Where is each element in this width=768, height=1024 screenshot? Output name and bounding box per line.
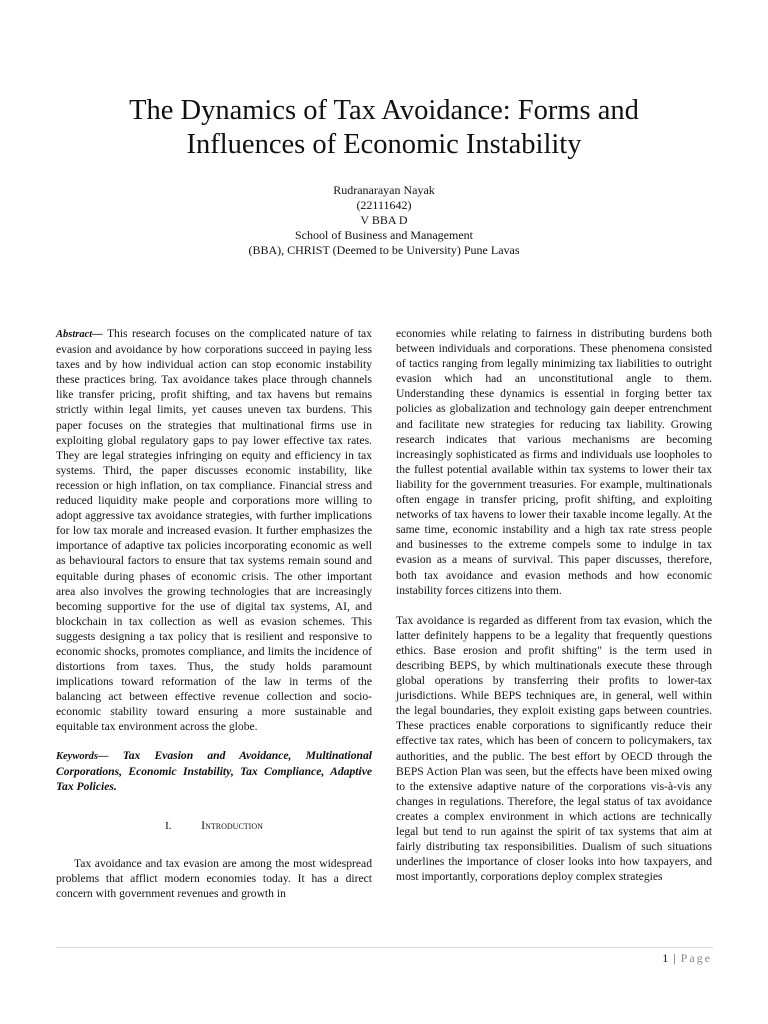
body-paragraph-2: Tax avoidance is regarded as different from tax evasion, which the latter definitely happens to be a legality that frequently questions ethics. Base erosion and profit shifting" is the term used in describing BEPS, by which multinationals execute these through global operations by transferring their profits to lower-tax jurisdictions. While BEPS techniques are, in general, well within the legal boundaries, they exploit existing gaps between countries. These practices enable corporations to significantly reduce their effective tax rates, which has been of concern to policymakers, tax authorities, and the public. The best effort by OECD through the BEPS Action Plan was seen, but the effects have been mixed owing to the extensive adaptive nature of the corporations vis-à-vis any changes in regulations. Therefore, the legal status of tax avoidance creates a complex environment in which actions are technically legal but tend to run against the spirit of tax systems that aim at fairly distributing tax responsibilities. Dualism of such situations underlines the importance of closer looks into how taxpayers, and most importantly, corporations deploy complex strategies [396,613,712,884]
keywords-text: Tax Evasion and Avoidance, Multinational Corporations, Economic Instability, Tax Compliance, Adaptive Tax Policies. [56,748,372,793]
footer-divider [56,947,713,948]
left-column [56,326,372,901]
paper-title [60,94,708,162]
author-name: Rudranarayan Nayak [333,183,435,197]
abstract-label: Abstract— [56,329,103,340]
title-line-1: The Dynamics of Tax Avoidance: Forms and [129,95,639,126]
author-university: (BBA), CHRIST (Deemed to be University) Pune Lavas [248,243,520,257]
author-class: V BBA D [360,213,408,227]
page-label: Page [680,951,712,965]
title-line-2: Influences of Economic Instability [186,129,582,160]
keywords [56,748,372,794]
abstract-text: This research focuses on the complicated nature of tax evasion and avoidance by how corporations succeed in paying less taxes and by how individual action can stop economic instability these practices bring. Tax avoidance takes place through channels like transfer pricing, profit shifting, and tax havens but remains strictly within legal limits, yet causes uneven tax burdens. This paper focuses on the strategies that multinational firms use in exploiting global regulatory gaps to pay lower effective tax rates. They are legal strategies infringing on equity and efficiency in tax systems. Third, the paper discusses economic instability, like recession or high inflation, on tax compliance. Financial stress and reduced liquidity make people and corporations more willing to adopt aggressive tax avoidance strategies, with further implications for low tax morale and increased evasion. It further emphasizes the importance of adaptive tax policies incorporating economic as well as behavioural factors to ensure that tax systems remain sound and equitable during phases of economic crisis. The other important area also involves the growing technologies that are increasingly becoming supportive for the use of digital tax systems, AI, and blockchain in tax collection as well as evasion schemes. This suggests designing a tax policy that is resilient and responsive to economic shocks, promotes compliance, and limits the incidence of distortions from taxes. Thus, the study holds paramount implications toward reformation of the law in terms of the balancing act between effective revenue collection and socio-economic stability toward ensuring a more sustainable and equitable tax environment across the globe. [56,327,372,734]
author-id: (22111642) [356,198,412,212]
author-block [60,183,708,258]
section-title: Introduction [201,817,263,832]
page-number: 1 [662,951,669,965]
right-column [396,326,712,884]
intro-paragraph: Tax avoidance and tax evasion are among the most widespread problems that afflict modern economies today. It has a direct concern with government revenues and growth in [56,856,372,901]
footer-separator: | [673,951,676,965]
abstract [56,326,372,735]
page-footer [662,951,712,965]
section-heading [56,818,372,834]
author-school: School of Business and Management [295,228,473,242]
keywords-label: Keywords— [56,750,109,762]
body-paragraph-1: economies while relating to fairness in distributing burdens both between individuals and corporations. These phenomena consisted of tactics ranging from legally minimizing tax liabilities to outright evasion which had an unconstitutional angle to them. Understanding these dynamics is essential in forging better tax policies as globalization and technology gain deeper entrenchment and facilitate new strategies for reducing tax liability. Growing research indicates that various mechanisms are becoming increasingly sophisticated as firms and individuals use loopholes to the fullest potential available within tax systems to lower their tax liability for the government treasuries. For example, multinationals often engage in transfer pricing, profit shifting, and exploiting networks of tax havens to lower their taxable income legally. At the same time, economic instability and a high tax rate stress people and businesses to the extreme compels some to indulge in tax evasion as a means of survival. This paper discusses, therefore, both tax avoidance and evasion methods and how economic instability forces citizens into them. [396,327,712,597]
section-number: I. [165,819,172,832]
